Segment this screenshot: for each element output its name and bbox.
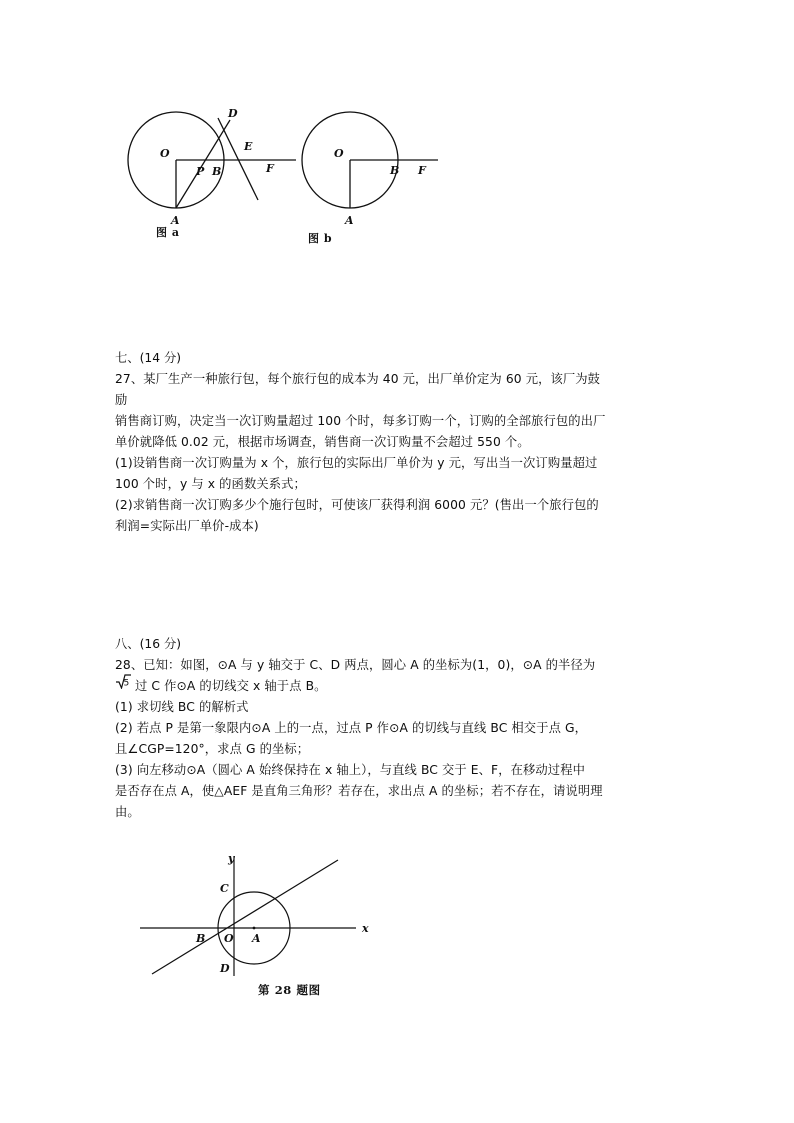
top-figure-captions xyxy=(118,224,448,244)
section-seven-heading: 七、(14 分) xyxy=(115,351,182,365)
figure-a-caption: 图 a xyxy=(156,226,180,239)
problem-28-sub3-line-1: (3) 向左移动⊙A（圆心 A 始终保持在 x 轴上），与直线 BC 交于 E、F，在移动过程中 xyxy=(115,763,586,777)
problem-28-line-2 xyxy=(115,676,689,697)
line-BC xyxy=(152,860,338,974)
figure-a-label-B: B xyxy=(212,165,222,178)
square-root-icon xyxy=(115,673,132,692)
figure-a-label-F: F xyxy=(266,162,274,175)
section-eight-heading: 八、(16 分) xyxy=(115,637,182,651)
problem-28-sub1: (1) 求切线 BC 的解析式 xyxy=(115,700,249,714)
figure-b-caption: 图 b xyxy=(308,232,333,245)
figure-a-label-O: O xyxy=(160,147,170,160)
problem-27-sub2-line-2: 利润=实际出厂单价-成本) xyxy=(115,519,259,533)
problem-28-sub3-line-2: 是否存在点 A，使△AEF 是直角三角形？若存在，求出点 A 的坐标；若不存在，请说明理 xyxy=(115,784,603,798)
problem-27-sub1-line-2: 100 个时，y 与 x 的函数关系式； xyxy=(115,477,306,491)
svg-text:5: 5 xyxy=(123,678,130,689)
coord-label-O: O xyxy=(224,932,234,945)
coord-label-B: B xyxy=(196,932,206,945)
problem-28-sub3-line-3: 由。 xyxy=(115,805,140,819)
problem-28-sub2-line-1: (2) 若点 P 是第一象限内⊙A 上的一点，过点 P 作⊙A 的切线与直线 BC 相交于点 G， xyxy=(115,721,588,735)
figure-a-label-A: A xyxy=(171,214,180,227)
coord-label-C: C xyxy=(220,882,229,895)
coord-label-y: y xyxy=(228,852,235,865)
figure-b-label-F: F xyxy=(418,164,426,177)
problem-27-line-2: 励 xyxy=(115,393,128,407)
figure-b-label-B: B xyxy=(390,164,400,177)
coordinate-figure xyxy=(138,852,388,984)
coord-label-D: D xyxy=(220,962,230,975)
problem-27-line-1: 27、某厂生产一种旅行包，每个旅行包的成本为 40 元，出厂单价定为 60 元，该厂为鼓 xyxy=(115,372,601,386)
section-eight xyxy=(115,634,689,823)
figure-a-label-D: D xyxy=(228,107,238,120)
figure-a-label-P: P xyxy=(196,165,205,178)
figure-b-label-A: A xyxy=(345,214,354,227)
problem-27-sub1-line-1: (1)设销售商一次订购量为 x 个，旅行包的实际出厂单价为 y 元，写出当一次订购量超过 xyxy=(115,456,598,470)
problem-27-sub2-line-1: (2)求销售商一次订购多少个施行包时，可使该厂获得利润 6000 元？(售出一个旅行包的 xyxy=(115,498,599,512)
section-seven xyxy=(115,348,689,537)
figure-b-label-O: O xyxy=(334,147,344,160)
coord-label-x: x xyxy=(362,922,369,935)
problem-28-line-2-text: 过 C 作⊙A 的切线交 x 轴于点 B。 xyxy=(135,679,327,693)
figure-a-label-E: E xyxy=(244,140,253,153)
coord-label-A: A xyxy=(252,932,261,945)
problem-28-sub2-line-2: 且∠CGP=120°，求点 G 的坐标； xyxy=(115,742,310,756)
center-point-A xyxy=(253,927,256,930)
problem-28-line-1: 28、已知：如图，⊙A 与 y 轴交于 C、D 两点，圆心 A 的坐标为(1，0)，⊙A 的半径为 xyxy=(115,658,596,672)
problem-27-line-4: 单价就降低 0.02 元，根据市场调查，销售商一次订购量不会超过 550 个。 xyxy=(115,435,530,449)
coordinate-figure-caption: 第 28 题图 xyxy=(258,983,321,997)
problem-27-line-3: 销售商订购，决定当一次订购量超过 100 个时，每多订购一个，订购的全部旅行包的出厂 xyxy=(115,414,606,428)
